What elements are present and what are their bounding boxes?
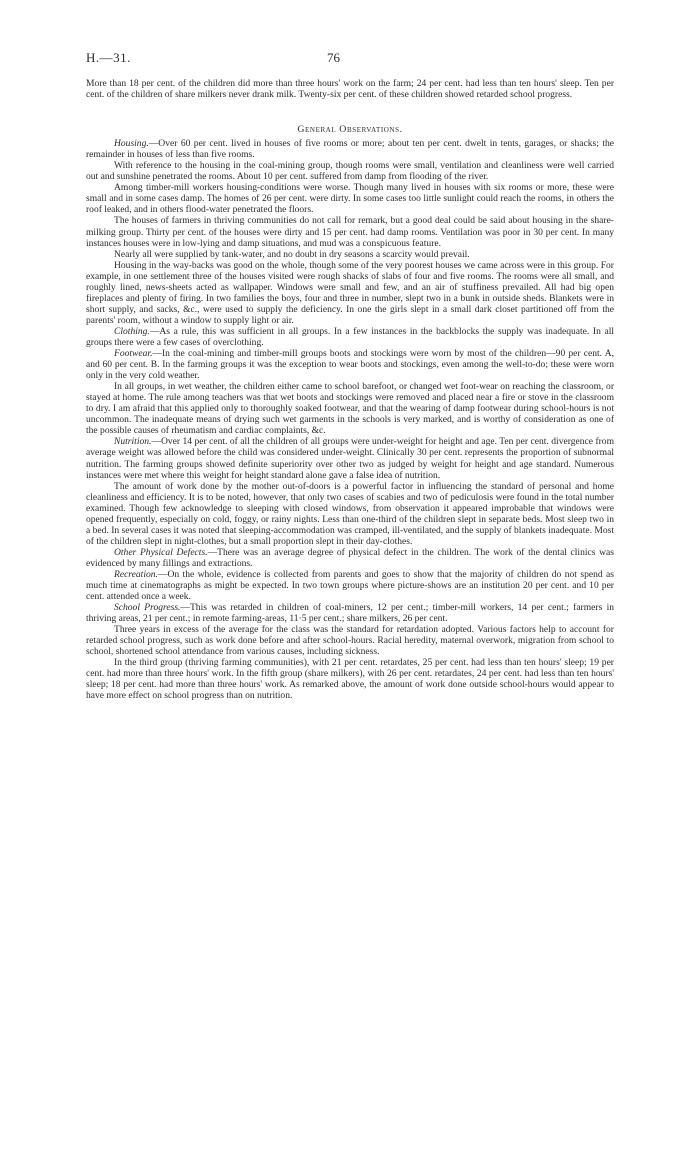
paragraph-timber-mill-housing [86,182,614,215]
paragraph-text: The amount of work done by the mother out-of-doors is a powerful factor in influencing the standard of personal and home cleanliness and efficiency. It is to be noted, however, that only two cases of scabies and two of pediculosis were found in the total number examined. Though few acknowledge to sleeping with closed windows, from observation it appeared improbable that windows were opened frequently, especially on cold, foggy, or rainy nights. Less than one-third of the children slept in separate beds. Most sleep two in a bed. In several cases it was noted that sleeping-accommodation was cramped, ill-ventilated, and the supply of blankets inadequate. Most of the children slept in night-clothes, but a small proportion slept in their day-clothes. [86,480,614,547]
paragraph-text: In all groups, in wet weather, the children either came to school barefoot, or changed wet foot-wear on reaching the classroom, or stayed at home. The rule among teachers was that wet boots and stockings were removed and placed near a fire or stove in the classroom to dry. I am afraid that this applied only to thoroughly soaked footwear, and that the wearing of damp footwear during school-hours is not uncommon. The inadequate means of drying such wet garments in the schools is very marked, and is worthy of consideration as one of the possible causes of rheumatism and cardiac complaints, &c. [86,381,614,437]
paragraph-lead: Housing. [114,138,149,150]
paragraph-text: —Over 60 per cent. lived in houses of five rooms or more; about ten per cent. dwelt in tents, garages, or shacks; the remainder in houses of less than five rooms. [86,138,614,161]
paragraph-clothing [86,326,614,348]
paragraph-recreation [86,569,614,602]
paragraph-text: Among timber-mill workers housing-conditions were worse. Though many lived in houses with six rooms or more, these were small and in some cases damp. The homes of 26 per cent. were dirty. In some cases too little sunlight could reach the rooms, in others the roof leaked, and in others flood-water penetrated the floors. [86,182,614,216]
paragraph-physical-defects [86,547,614,569]
paragraph-text: —As a rule, this was sufficient in all groups. In a few instances in the backblocks the supply was inadequate. In all groups there were a few cases of overclothing. [86,325,614,348]
paragraph-water-supply [86,249,614,260]
section-heading: General Observations. [297,124,403,136]
paragraph-text: —There was an average degree of physical defect in the children. The work of the dental clinics was evidenced by many fillings and extractions. [86,546,614,569]
body-text [86,78,614,702]
paragraph-way-backs-housing [86,260,614,326]
paragraph-text: Housing in the way-backs was good on the whole, though some of the very poorest houses we came across were in this group. For example, in one settlement three of the houses visited were rough shacks of slabs of four and five rooms. The rooms were all small, and roughly lined, news-sheets acted as wallpaper. Windows were small and few, and an air of stuffiness prevailed. All had big open fireplaces and plenty of firing. In two families the boys, four and three in number, slept two in a bunk in outside sheds. Blankets were in short supply, and sacks, &c., were used to supply the deficiency. In one the girls slept in a small dark closet partitioned off from the parents' room, without a window to supply light or air. [86,259,614,326]
paragraph-text: —On the whole, evidence is collected from parents and goes to show that the majority of children do not spend as much time at cinematographs as might be expected. In two town groups where picture-shows are an institution 20 per cent. and 10 per cent. attended once a week. [86,568,614,603]
paragraph-text: In the third group (thriving farming communities), with 21 per cent. retardates, 25 per cent. had less than ten hours' sleep; 19 per cent. had more than three hours' work. In the fifth group (share milkers), with 26 per cent. retardates, 24 per cent. had less than ten hours' sleep; 18 per cent. had more than three hours' work. As remarked above, the amount of work done outside school-hours would appear to have more effect on school progress than on nutrition. [86,657,614,702]
paragraph-school-progress [86,602,614,624]
paragraph-lead: Clothing. [114,325,150,337]
paragraph-text: With reference to the housing in the coal-mining group, though rooms were small, ventilation and cleanliness were well carried out and sunshine penetrated the rooms. About 10 per cent. suffered from damp from flooding of the river. [86,160,614,183]
paragraph-lead: Nutrition. [114,436,152,448]
paragraph-text: —This was retarded in children of coal-miners, 12 per cent.; timber-mill workers, 14 per cent.; farmers in thriving areas, 21 per cent.; in remote farming-areas, 11·5 per cent.; share milkers, 26 per cent. [86,602,614,625]
paragraph-housing [86,138,614,160]
paragraph-farmer-housing [86,215,614,248]
paragraph-wet-weather [86,381,614,436]
paragraph-retardation-standard [86,624,614,657]
paragraph-group-comparison [86,657,614,701]
paragraph-mother-work [86,481,614,547]
paragraph-lead: Other Physical Defects. [114,546,208,558]
paragraph-lead: School Progress. [114,602,181,614]
document-reference: H.—31. [86,50,131,65]
page-number: 76 [327,50,340,65]
paragraph-text: Three years in excess of the average for the class was the standard for retardation adopted. Various factors help to account for retarded school progress, such as work done before and after school-hours. Racial heredity, maternal overwork, migration from school to school, shortened school attendance from various causes, including sickness. [86,624,614,658]
intro-paragraph: More than 18 per cent. of the children did more than three hours' work on the farm; 24 per cent. had less than ten hours' sleep. Ten per cent. of the children of share milkers never drank milk. Twenty-six per cent. of these children showed retarded school progress. [86,78,614,101]
paragraph-lead: Recreation. [114,568,158,580]
paragraph-coal-mining-housing [86,160,614,182]
paragraph-text: —In the coal-mining and timber-mill groups boots and stockings were worn by most of the children—90 per cent. A, and 60 per cent. B. In the farming groups it was the exception to wear boots and stockings, even among the well-to-do; these were worn only in the very cold weather. [86,348,614,382]
paragraph-nutrition [86,436,614,480]
paragraph-footwear [86,348,614,381]
paragraph-text: —Over 14 per cent. of all the children of all groups were under-weight for height and age. Ten per cent. divergence from average weight was allowed before the child was considered under-weight. Clinically 30 per cent. represents the proportion of subnormal nutrition. The farming groups showed definite superiority over other two as judged by weight for height and age standard. Numerous instances were met where this weight for height standard alone gave a false idea of nutrition. [86,436,614,481]
paragraph-text: Nearly all were supplied by tank-water, and no doubt in dry seasons a scarcity would prevail. [114,248,470,260]
page-header [86,50,616,70]
paragraph-lead: Footwear. [114,348,153,360]
paragraph-text: The houses of farmers in thriving communities do not call for remark, but a good deal could be said about housing in the share-milking group. Thirty per cent. of the houses were dirty and 15 per cent. had damp rooms. Ventilation was poor in 30 per cent. In many instances houses were in low-lying and damp situations, and mud was a conspicuous feature. [86,215,614,249]
